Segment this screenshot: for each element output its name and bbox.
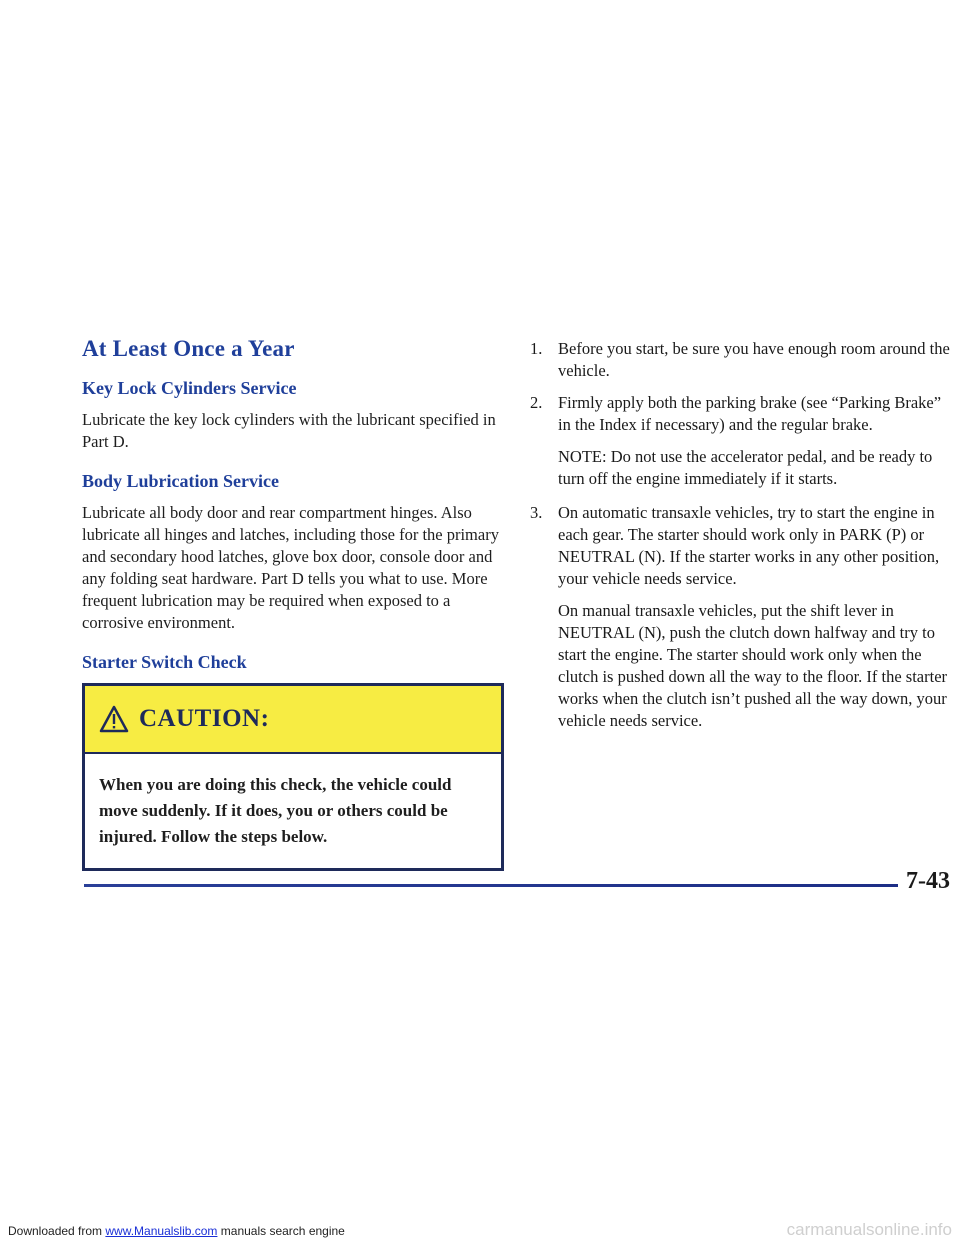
right-column [530,338,950,744]
warning-triangle-icon [99,705,129,733]
step-text: Firmly apply both the parking brake (see “Parking Brake” in the Index if necessary) and the regular brake. [558,393,942,434]
footer-rule [84,884,898,887]
caution-label: CAUTION: [139,705,270,732]
step-1 [530,338,950,382]
manual-page [0,298,960,943]
step-2 [530,392,950,436]
step-number: 3. [530,503,543,522]
footer-suffix: manuals search engine [217,1224,345,1238]
manualslib-link[interactable]: www.Manualslib.com [105,1224,218,1238]
section-title: At Least Once a Year [82,336,295,361]
caution-text: When you are doing this check, the vehicle could move suddenly. If it does, you or others could be injured. Follow the steps below. [99,775,452,846]
step-3 [530,502,950,590]
caution-header [85,686,501,754]
step-text: On automatic transaxle vehicles, try to start the engine in each gear. The starter should work only in PARK (P) or NEUTRAL (N). If the starter works in any other position, your vehicle needs service. [558,503,940,588]
step-text: Before you start, be sure you have enough room around the vehicle. [558,339,950,380]
body-lube-text: Lubricate all body door and rear compartment hinges. Also lubricate all hinges and latches, including those for the primary and secondary hood latches, glove box door, console door and any folding seat hardware. Part D tells you what to use. More frequent lubrication may be required when exposed to a corrosive environment. [82,503,499,632]
page-number: 7-43 [906,868,950,894]
download-footer [8,1224,345,1238]
step-number: 1. [530,339,543,358]
watermark: carmanualsonline.info [786,1220,952,1239]
starter-check-heading: Starter Switch Check [82,652,247,672]
manual-transaxle-text: On manual transaxle vehicles, put the shift lever in NEUTRAL (N), push the clutch down halfway and try to start the engine. The starter should work only when the clutch is pushed down all the way to the floor. If the starter works when the clutch isn’t pushed all the way down, your vehicle needs service. [558,601,948,730]
step-number: 2. [530,393,543,412]
key-lock-heading: Key Lock Cylinders Service [82,378,297,398]
left-column [82,336,512,871]
key-lock-text: Lubricate the key lock cylinders with the lubricant specified in Part D. [82,410,496,451]
note-text: NOTE: Do not use the accelerator pedal, and be ready to turn off the engine immediately if it starts. [558,447,933,488]
caution-box [82,683,504,871]
footer-prefix: Downloaded from [8,1224,106,1238]
page-top-margin [0,0,960,298]
body-lube-heading: Body Lubrication Service [82,471,279,491]
